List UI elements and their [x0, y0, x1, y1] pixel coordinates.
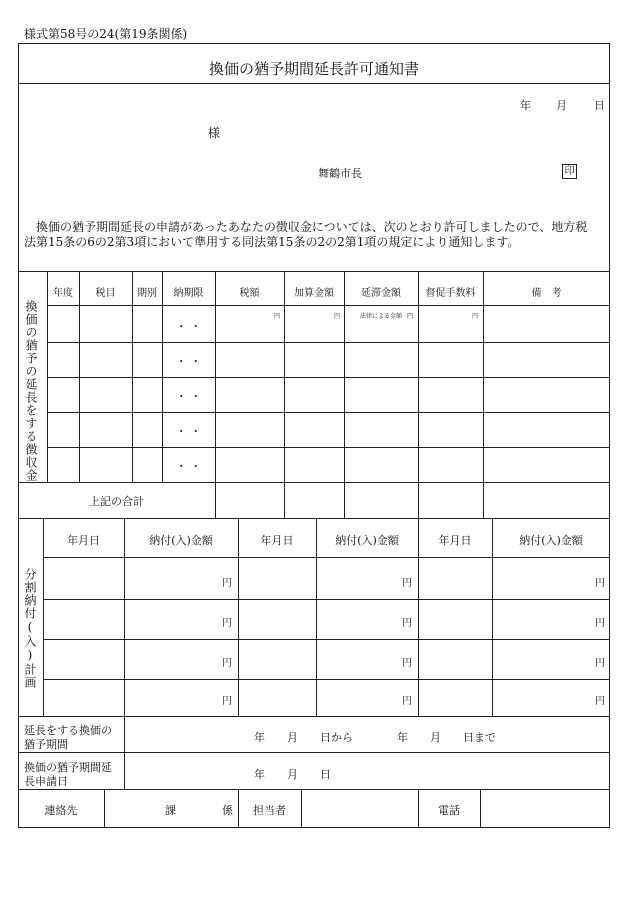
tax-col-divider	[284, 271, 285, 518]
total-label: 上記の合計	[89, 495, 144, 508]
info-row-line	[18, 752, 610, 753]
plan-header-line	[43, 557, 610, 558]
tax-table-top	[18, 271, 610, 272]
tax-col-divider	[162, 271, 163, 482]
contact-person-label: 担当者	[253, 804, 286, 817]
tax-side-divider	[47, 271, 48, 482]
plan-yen-unit: 円	[402, 658, 412, 669]
tax-col-divider	[344, 271, 345, 518]
extension-period-value: 年 月 日から 年 月 日まで	[254, 731, 496, 744]
due-date-placeholder: ・ ・	[175, 390, 202, 403]
unit-yen-delinquency: 円	[407, 313, 414, 320]
header-surcharge: 加算金額	[294, 288, 334, 299]
tax-col-divider	[132, 271, 133, 482]
tax-col-divider	[483, 271, 484, 518]
plan-row-line	[43, 599, 610, 600]
tax-col-divider	[79, 271, 80, 482]
plan-yen-unit: 円	[402, 578, 412, 589]
plan-row-line	[43, 679, 610, 680]
date-day: 日	[594, 99, 605, 112]
legal-amount-note: 法律による金額	[360, 313, 403, 320]
form-frame	[18, 43, 610, 828]
plan-yen-unit: 円	[402, 618, 412, 629]
seal-mark: 印	[562, 164, 577, 179]
body-text-line2: 法第15条の6の2第3項において準用する同法第15条の2の2第1項の規定により通知します。	[24, 235, 520, 249]
plan-yen-unit: 円	[402, 696, 412, 707]
contact-label: 連絡先	[44, 804, 78, 817]
application-date-value: 年 月 日	[254, 768, 331, 781]
date-year: 年	[520, 99, 531, 112]
plan-yen-unit: 円	[595, 658, 605, 669]
extension-period-label-1: 延長をする換価の	[24, 724, 112, 737]
unit-yen-tax: 円	[274, 313, 281, 320]
due-date-placeholder: ・ ・	[175, 460, 202, 473]
tax-side-label: 換価の猶予の延長をする徴収金	[24, 300, 38, 482]
contact-col-divider	[480, 789, 481, 827]
plan-yen-unit: 円	[595, 578, 605, 589]
application-date-label-2: 長申請日	[24, 775, 68, 788]
header-tax-item: 税目	[95, 288, 116, 299]
header-tax-amount: 税額	[239, 288, 260, 299]
due-date-placeholder: ・ ・	[175, 320, 202, 333]
tax-col-divider	[418, 271, 419, 518]
plan-yen-unit: 円	[222, 618, 232, 629]
body-text-line1: 換価の猶予期間延長の申請があったあなたの徴収金については、次のとおり許可しましたので、地方税	[36, 220, 588, 234]
plan-header-amount-3: 納付(入)金額	[519, 534, 583, 547]
contact-col-divider	[104, 789, 105, 827]
unit-yen-surcharge: 円	[334, 313, 341, 320]
plan-header-amount-2: 納付(入)金額	[335, 534, 399, 547]
plan-yen-unit: 円	[222, 578, 232, 589]
header-fiscal-year: 年度	[53, 288, 73, 299]
application-date-label-1: 換価の猶予期間延	[24, 761, 112, 774]
plan-yen-unit: 円	[222, 696, 232, 707]
tax-rows-bottom	[18, 482, 610, 483]
form-number: 様式第58号の24(第19条関係)	[24, 27, 188, 41]
plan-row-line	[43, 639, 610, 640]
issuer-name: 舞鶴市長	[318, 167, 362, 180]
plan-table-bottom	[18, 716, 610, 717]
document-title: 換価の猶予期間延長許可通知書	[208, 60, 419, 78]
header-period: 期別	[137, 288, 157, 299]
due-date-placeholder: ・ ・	[175, 425, 202, 438]
header-demand-fee: 督促手数料	[425, 288, 476, 299]
plan-yen-unit: 円	[595, 618, 605, 629]
addressee-suffix: 様	[208, 126, 221, 140]
date-month: 月	[556, 99, 567, 112]
contact-phone-label: 電話	[438, 804, 460, 817]
tax-table-bottom	[18, 518, 610, 519]
contact-subsection-label: 係	[222, 804, 233, 817]
plan-header-date-2: 年月日	[260, 534, 294, 547]
due-date-placeholder: ・ ・	[175, 355, 202, 368]
contact-row-top	[18, 789, 610, 790]
contact-col-divider	[301, 789, 302, 827]
header-due-date: 納期限	[173, 288, 204, 299]
plan-header-date-3: 年月日	[438, 534, 472, 547]
title-divider	[18, 83, 610, 84]
extension-period-label-2: 猶予期間	[24, 738, 68, 751]
plan-header-amount-1: 納付(入)金額	[149, 534, 213, 547]
plan-yen-unit: 円	[222, 658, 232, 669]
tax-col-divider	[215, 271, 216, 518]
plan-side-label: 分割納付(入)計画	[23, 568, 37, 689]
header-delinquency: 延滞金額	[361, 288, 401, 299]
plan-yen-unit: 円	[595, 696, 605, 707]
header-remarks: 備 考	[531, 288, 562, 299]
contact-section-label: 課	[165, 804, 176, 817]
unit-yen-fee: 円	[472, 313, 479, 320]
plan-header-date-1: 年月日	[67, 534, 100, 547]
